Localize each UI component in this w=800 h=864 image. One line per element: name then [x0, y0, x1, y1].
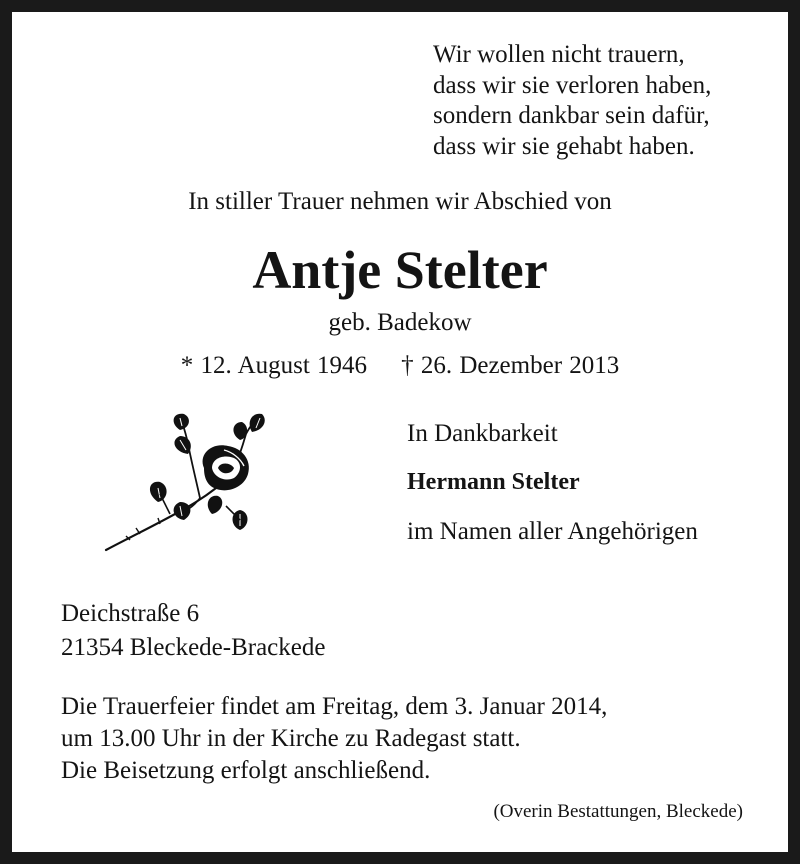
verse-line: dass wir sie verloren haben, — [433, 71, 712, 99]
verse — [433, 40, 711, 162]
service-info — [61, 691, 607, 787]
life-dates — [0, 350, 800, 382]
verse-line: sondern dankbar sein dafür, — [433, 102, 710, 129]
verse-line: Wir wollen nicht trauern, — [433, 41, 685, 68]
address-street: Deichstraße 6 — [61, 600, 200, 627]
birth-date: * 12. August 1946 — [180, 352, 368, 379]
intro-text: In stiller Trauer nehmen wir Abschied von — [188, 188, 612, 215]
rose-icon — [100, 410, 275, 560]
service-line: um 13.00 Uhr in der Kirche zu Radegast statt. — [61, 725, 521, 752]
service-line: Die Beisetzung erfolgt anschließend. — [61, 757, 431, 784]
thanks-line: In Dankbarkeit — [407, 420, 558, 447]
deceased-name: Antje Stelter — [252, 240, 548, 300]
death-date: † 26. Dezember 2013 — [401, 352, 620, 379]
verse-line: dass wir sie gehabt haben. — [433, 132, 695, 160]
service-line: Die Trauerfeier findet am Freitag, dem 3. Januar 2014, — [61, 693, 608, 720]
relatives-line: im Namen aller Angehörigen — [407, 518, 698, 545]
maiden-name: geb. Badekow — [328, 309, 472, 336]
signer-name: Hermann Stelter — [407, 469, 580, 495]
funeral-home-credit: (Overin Bestattungen, Bleckede) — [493, 801, 743, 822]
address-city: 21354 Bleckede-Brackede — [61, 634, 326, 661]
